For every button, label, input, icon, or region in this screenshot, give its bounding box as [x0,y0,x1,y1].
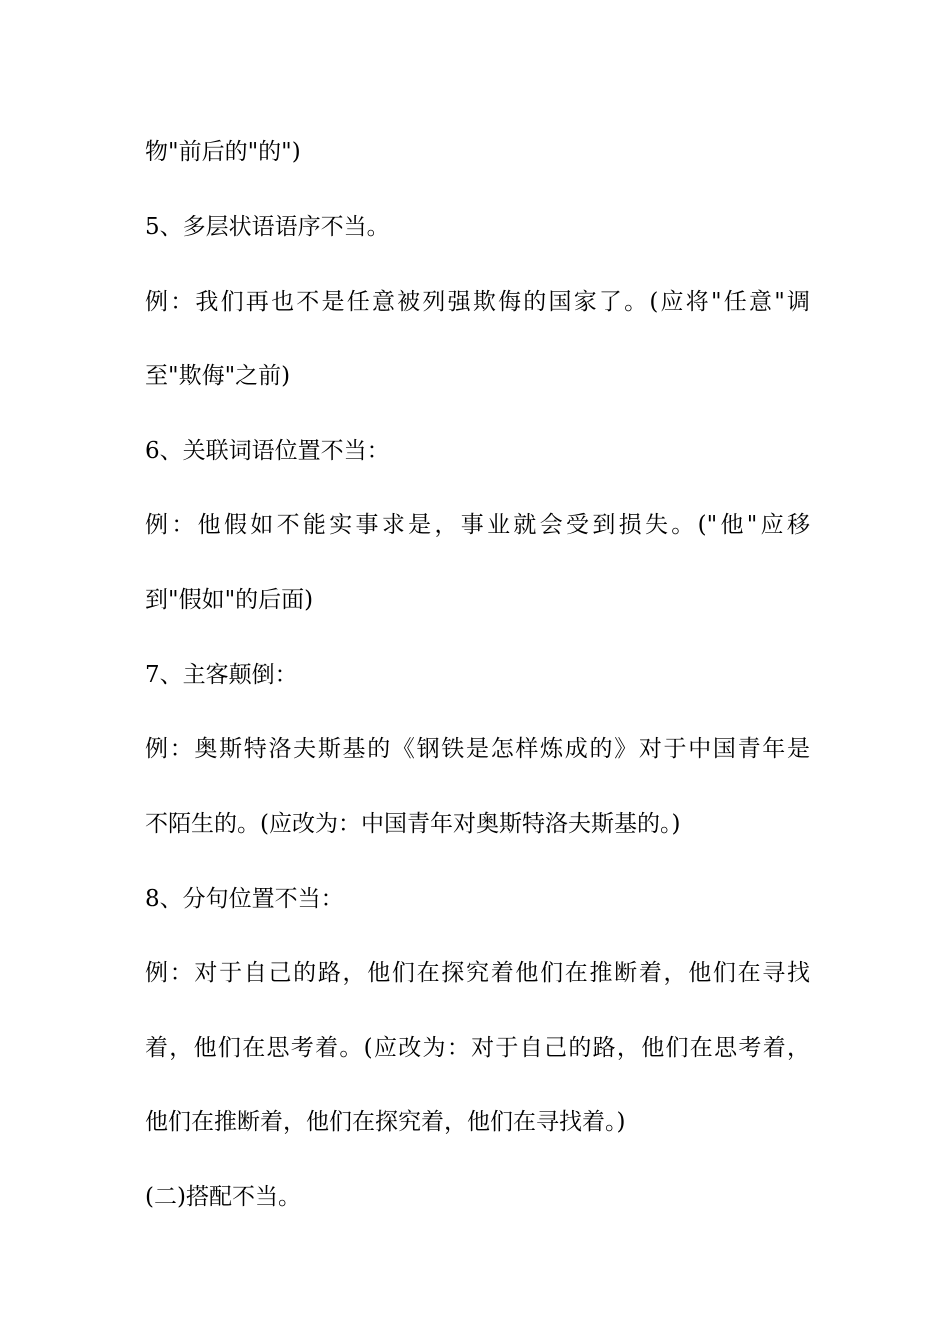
text-line: 不陌生的。(应改为：中国青年对奥斯特洛夫斯基的。) [145,811,681,837]
section-heading: 6、关联词语位置不当： [145,438,390,464]
text-line: 例：对于自己的路，他们在探究着他们在推断着，他们在寻找 [145,960,810,986]
text-line: 例：我们再也不是任意被列强欺侮的国家了。(应将"任意"调 [145,289,810,315]
section-heading: 5、多层状语语序不当。 [145,214,390,240]
text-line: 例：他假如不能实事求是，事业就会受到损失。("他"应移 [145,512,810,538]
text-line: 着，他们在思考着。(应改为：对于自己的路，他们在思考着， [145,1035,810,1061]
section-heading: (二)搭配不当。 [145,1184,301,1210]
text-line: 例：奥斯特洛夫斯基的《钢铁是怎样炼成的》对于中国青年是 [145,736,810,762]
text-line: 物"前后的"的") [145,139,301,165]
text-line: 至"欺侮"之前) [145,363,291,389]
section-heading: 7、主客颠倒： [145,662,298,688]
text-line: 他们在推断着，他们在探究着，他们在寻找着。) [145,1109,626,1135]
text-line: 到"假如"的后面) [145,587,314,613]
section-heading: 8、分句位置不当： [145,886,344,912]
